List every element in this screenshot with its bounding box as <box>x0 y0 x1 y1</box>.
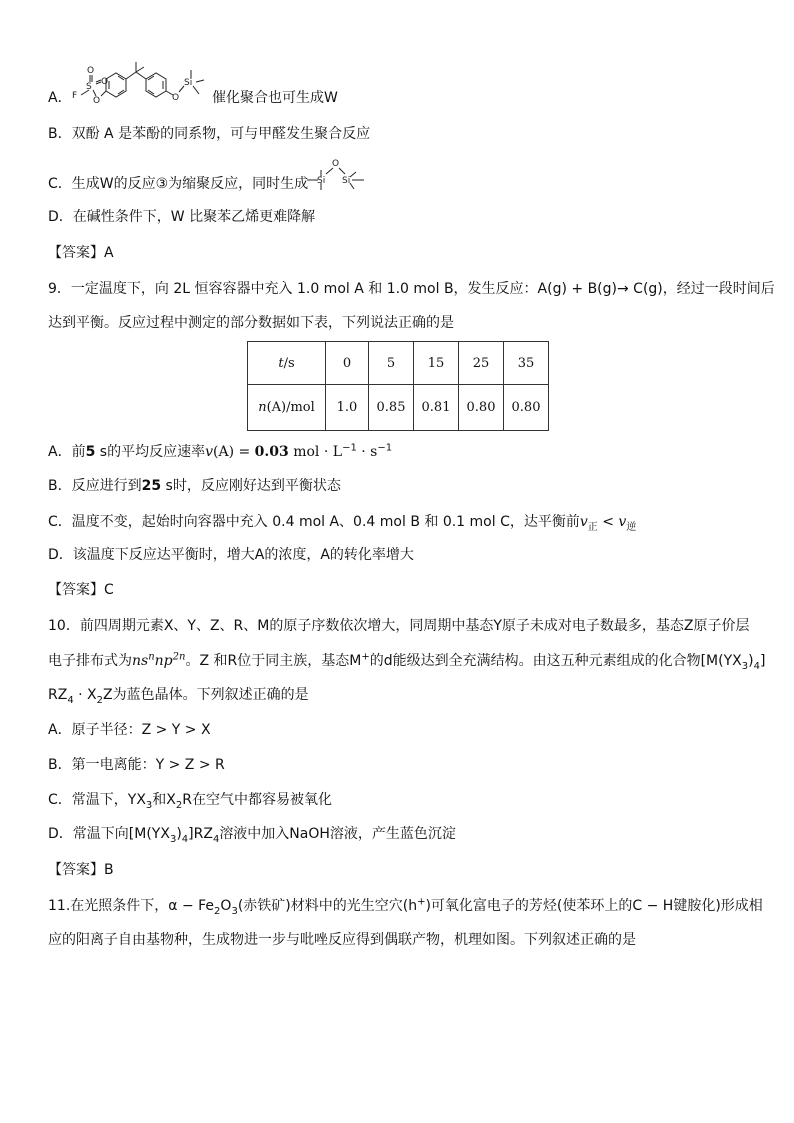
q10-sub: 3 <box>741 660 749 672</box>
oxygen-atom-label: O <box>172 93 180 103</box>
q8-option-a-suffix: 催化聚合也可生成W <box>212 90 338 106</box>
q10-sub: 3 <box>145 799 153 811</box>
silicon-atom-label: Si <box>184 78 193 88</box>
q9-table-cell: 0 <box>326 342 369 385</box>
q11-stem-line2: 应的阳离子自由基物种，生成物进一步与吡唑反应得到偶联产物，机理如图。下列叙述正确的是 <box>48 932 636 948</box>
q9-answer: 【答案】C <box>48 582 114 598</box>
q9-table-cell: 5 <box>369 342 414 385</box>
q10-stem-line3-pre: RZ <box>48 687 68 703</box>
q9-table-cell: 35 <box>504 342 549 385</box>
q10-option-c <box>48 790 332 810</box>
q9-table-cell: 0.80 <box>504 385 549 431</box>
q9-option-b-num: 25 <box>141 478 162 494</box>
q9-table-cell: 0.85 <box>369 385 414 431</box>
oxygen-atom-label: O <box>87 66 95 76</box>
q10-sub: 4 <box>67 694 74 706</box>
oxygen-atom-label: O <box>93 96 101 106</box>
q10-sub: 3 <box>169 833 177 845</box>
amount-variable: n <box>258 400 267 415</box>
q9-stem-line2: 达到平衡。反应过程中测定的部分数据如下表，下列说法正确的是 <box>48 315 454 331</box>
q10-stem-line2-post: 。Z 和R位于同主族，基态M <box>185 653 362 669</box>
sulfur-atom-label: S <box>86 82 92 92</box>
q9-option-a-num: 5 <box>85 444 96 460</box>
silicon-atom-label: Si <box>342 176 351 186</box>
q11-stem-pre: 11.在光照条件下，α − Fe <box>48 898 215 914</box>
q10-option-d-post: 溶液中加入NaOH溶液，产生蓝色沉淀 <box>219 826 456 842</box>
q9-option-d: D．该温度下反应达平衡时，增大A的浓度，A的转化率增大 <box>48 547 414 563</box>
silicon-atom-label: Si <box>317 176 326 186</box>
q10-stem-line1: 10．前四周期元素X、Y、Z、R、M的原子序数依次增大，同周期中基态Y原子未成对电子数最多，基态Z原子价层 <box>48 618 750 634</box>
q10-answer: 【答案】B <box>48 862 114 878</box>
q10-sub: 2 <box>175 799 183 811</box>
q8-option-d: D．在碱性条件下，W 比聚苯乙烯更难降解 <box>48 209 316 225</box>
reverse-rate-sub: 逆 <box>626 521 637 533</box>
m-ion-charge: + <box>361 651 370 663</box>
q10-option-d-mid: ) <box>176 826 182 842</box>
q8-option-c <box>48 174 308 194</box>
q11-sub: 2 <box>214 905 221 917</box>
ns-orbital: ns <box>132 653 149 669</box>
q9-option-b-pre: B．反应进行到 <box>48 478 142 494</box>
q10-sub: 4 <box>753 660 760 672</box>
q9-option-a-value: 0.03 <box>254 444 289 460</box>
hole-charge: + <box>417 896 426 908</box>
q9-option-c <box>48 512 636 532</box>
q8-option-c-text: C．生成W的反应③为缩聚反应，同时生成 <box>48 176 309 192</box>
q9-table-header-time <box>248 342 326 385</box>
q9-table-cell: 1.0 <box>326 385 369 431</box>
time-variable: t <box>278 355 284 371</box>
q11-stem-line1 <box>48 896 763 916</box>
np-orbital: np <box>154 653 173 669</box>
q9-option-a-exp1: −1 <box>342 442 357 454</box>
q9-option-a-exp2: −1 <box>377 442 393 454</box>
q9-option-c-pre: C．温度不变，起始时向容器中充入 0.4 mol A、0.4 mol B 和 0.1 mol C，达平衡前 <box>48 514 580 530</box>
q9-option-a-unit1: mol · L <box>288 444 343 460</box>
q9-table-cell: 0.80 <box>459 385 504 431</box>
q9-table-cell: 15 <box>414 342 459 385</box>
q9-option-b-post: s时，反应刚好达到平衡状态 <box>161 478 341 494</box>
disiloxane-structure <box>306 156 368 192</box>
q9-option-a-mid: s的平均反应速率 <box>95 444 206 460</box>
q11-oxygen: O <box>220 898 232 914</box>
q10-option-c-mid: 和X <box>152 792 176 808</box>
q9-table-cell: 0.81 <box>414 385 459 431</box>
time-unit: /s <box>283 355 295 371</box>
q10-option-c-pre: C．常温下，YX <box>48 792 146 808</box>
less-than: < <box>597 514 619 530</box>
q8-answer: 【答案】A <box>48 245 114 261</box>
np-exponent: 2n <box>172 651 186 663</box>
q10-option-a: A．原子半径：Z > Y > X <box>48 722 211 738</box>
q10-sub: 2 <box>96 694 104 706</box>
q9-table-row-label <box>248 385 326 431</box>
q9-option-a-unit2: · s <box>356 444 378 460</box>
oxygen-atom-label: O <box>332 159 340 169</box>
q10-stem-line2 <box>48 651 765 671</box>
q10-option-d-pre: D．常温下向[M(YX <box>48 826 170 842</box>
forward-rate-sub: 正 <box>587 521 598 533</box>
q10-stem-line3-mid: · X <box>73 687 97 703</box>
fluorine-atom-label: F <box>72 91 78 101</box>
q8-option-a-text <box>212 88 338 108</box>
q10-stem-line2-tail: 的d能级达到全充满结构。由这五种元素组成的化合物[M(YX <box>369 653 742 669</box>
q9-table-amount-row <box>248 385 549 431</box>
fluorosulfonate-bisphenol-silyl-ether-structure <box>66 60 216 110</box>
q10-stem-line3-post: Z为蓝色晶体。下列叙述正确的是 <box>103 687 309 703</box>
q10-option-c-post: R在空气中都容易被氧化 <box>182 792 332 808</box>
q10-paren: ) <box>748 653 754 669</box>
rate-symbol: v <box>205 444 213 460</box>
q11-sub: 3 <box>231 905 238 917</box>
q9-table-cell: 25 <box>459 342 504 385</box>
q10-option-d-mid2: ]RZ <box>188 826 213 842</box>
forward-rate-symbol: v <box>579 514 588 530</box>
oxygen-atom-label: O <box>101 77 109 87</box>
q8-option-a-label: A． <box>48 90 72 106</box>
q9-data-table <box>247 341 549 431</box>
q10-sub: 4 <box>212 833 220 845</box>
reverse-rate-symbol: v <box>618 514 627 530</box>
q9-option-a-eq: (A) = <box>213 444 255 460</box>
ns-exponent: n <box>148 651 155 663</box>
q9-option-a <box>48 442 392 462</box>
q10-option-b: B．第一电离能：Y > Z > R <box>48 757 225 773</box>
q9-option-b <box>48 476 341 496</box>
q11-stem-mid: (赤铁矿)材料中的光生空穴(h <box>237 898 418 914</box>
q10-stem-line2-pre: 电子排布式为 <box>48 653 132 669</box>
q9-option-a-pre: A．前 <box>48 444 86 460</box>
q9-table-time-row <box>248 342 549 385</box>
q8-option-b: B．双酚 A 是苯酚的同系物，可与甲醛发生聚合反应 <box>48 126 371 142</box>
q9-stem-line1: 9．一定温度下，向 2L 恒容容器中充入 1.0 mol A 和 1.0 mol B，发生反应：A(g) + B(g)→ C(g)，经过一段时间后 <box>48 281 775 297</box>
q10-bracket: ] <box>759 653 766 669</box>
q10-option-d <box>48 824 456 844</box>
q11-stem-post: )可氧化富电子的芳烃(使苯环上的C − H键胺化)形成相 <box>425 898 763 914</box>
amount-label: (A)/mol <box>266 400 315 415</box>
q10-stem-line3 <box>48 685 309 705</box>
q10-sub: 4 <box>181 833 189 845</box>
